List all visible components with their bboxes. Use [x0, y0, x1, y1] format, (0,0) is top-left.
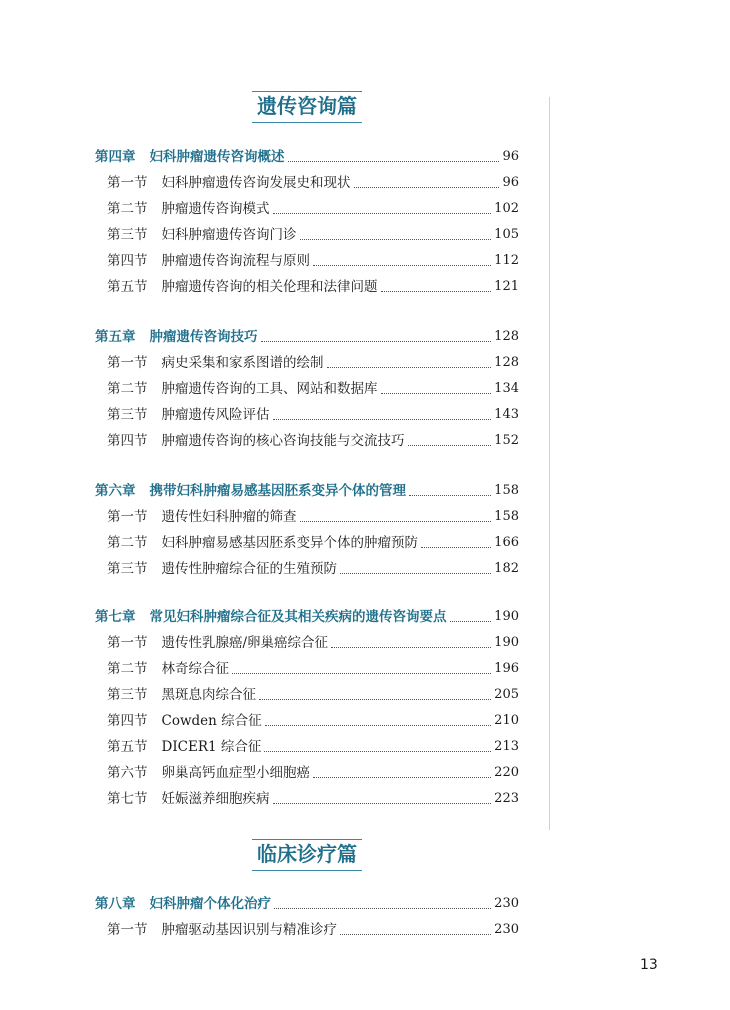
toc-section-entry[interactable]: [107, 736, 519, 758]
chapter-label: 第六章: [95, 483, 136, 499]
section-label: 第五节: [107, 279, 148, 295]
section-label: 第二节: [107, 661, 148, 677]
toc-section-entry[interactable]: [107, 710, 519, 732]
toc-chapter-entry[interactable]: [95, 893, 519, 915]
dot-leader: [450, 621, 492, 622]
dot-leader: [340, 934, 491, 935]
dot-leader: [354, 187, 500, 188]
toc-chapter-entry[interactable]: [95, 326, 519, 348]
page-ref: 128: [494, 329, 519, 344]
section-title: 黑斑息肉综合征: [161, 687, 256, 703]
section-label: 第六节: [107, 765, 148, 781]
page-number: 13: [640, 957, 658, 973]
page-ref: 152: [494, 433, 519, 448]
section-title: 遗传性乳腺癌/卵巢癌综合征: [161, 635, 329, 651]
section-title: 肿瘤遗传咨询的相关伦理和法律问题: [161, 279, 378, 295]
dot-leader: [408, 445, 492, 446]
section-title: 肿瘤遗传风险评估: [161, 407, 270, 423]
section-label: 第一节: [107, 922, 148, 938]
dot-leader: [421, 547, 491, 548]
toc-section-entry[interactable]: [107, 352, 519, 374]
toc-section-entry[interactable]: [107, 919, 519, 941]
dot-leader: [232, 673, 491, 674]
dot-leader: [261, 341, 492, 342]
chapter-title: 妇科肿瘤遗传咨询概述: [149, 149, 285, 165]
dot-leader: [274, 908, 491, 909]
toc-section-entry[interactable]: [107, 404, 519, 426]
section-label: 第一节: [107, 635, 148, 651]
chapter-title: 肿瘤遗传咨询技巧: [149, 329, 258, 345]
section-title: 妇科肿瘤遗传咨询发展史和现状: [161, 175, 351, 191]
toc-section-entry[interactable]: [107, 378, 519, 400]
chapter-label: 第七章: [95, 609, 136, 625]
page-ref: 230: [494, 896, 519, 911]
section-title: 林奇综合征: [161, 661, 229, 677]
page-ref: 96: [502, 175, 519, 190]
dot-leader: [409, 495, 491, 496]
section-label: 第三节: [107, 407, 148, 423]
dot-leader: [340, 573, 491, 574]
chapter-title: 携带妇科肿瘤易感基因胚系变异个体的管理: [149, 483, 406, 499]
page-ref: 96: [502, 149, 519, 164]
toc-chapter-entry[interactable]: [95, 480, 519, 502]
chapter-label: 第四章: [95, 149, 136, 165]
dot-leader: [313, 265, 491, 266]
dot-leader: [331, 647, 491, 648]
dot-leader: [288, 161, 500, 162]
section-label: 第一节: [107, 175, 148, 191]
toc-section-entry[interactable]: [107, 658, 519, 680]
page-ref: 182: [494, 561, 519, 576]
page-ref: 134: [494, 381, 519, 396]
toc-section-entry[interactable]: [107, 430, 519, 452]
part-title: 遗传咨询篇: [252, 92, 362, 122]
margin-rule: [549, 97, 550, 830]
section-label: 第七节: [107, 791, 148, 807]
section-label: 第二节: [107, 381, 148, 397]
page-ref: 213: [494, 739, 519, 754]
section-title: 病史采集和家系图谱的绘制: [161, 355, 324, 371]
page-ref: 166: [494, 535, 519, 550]
section-label: 第一节: [107, 355, 148, 371]
dot-leader: [273, 419, 492, 420]
section-label: 第三节: [107, 687, 148, 703]
toc-section-entry[interactable]: [107, 250, 519, 272]
dot-leader: [265, 725, 492, 726]
section-title: 妇科肿瘤易感基因胚系变异个体的肿瘤预防: [161, 535, 418, 551]
toc-section-entry[interactable]: [107, 172, 519, 194]
dot-leader: [300, 521, 492, 522]
page-ref: 158: [494, 509, 519, 524]
section-label: 第一节: [107, 509, 148, 525]
part-title: 临床诊疗篇: [252, 840, 362, 870]
toc-section-entry[interactable]: [107, 276, 519, 298]
toc-section-entry[interactable]: [107, 632, 519, 654]
dot-leader: [264, 751, 491, 752]
toc-chapter-entry[interactable]: [95, 606, 519, 628]
section-title: 肿瘤遗传咨询的核心咨询技能与交流技巧: [161, 433, 405, 449]
section-label: 第四节: [107, 253, 148, 269]
dot-leader: [273, 803, 492, 804]
dot-leader: [381, 393, 492, 394]
page-ref: 128: [494, 355, 519, 370]
section-title: 遗传性妇科肿瘤的筛查: [161, 509, 297, 525]
section-title: 卵巢高钙血症型小细胞癌: [161, 765, 310, 781]
chapter-label: 第八章: [95, 896, 136, 912]
section-title: DICER1 综合征: [161, 739, 262, 755]
section-title: 肿瘤驱动基因识别与精准诊疗: [161, 922, 337, 938]
section-label: 第二节: [107, 201, 148, 217]
page-ref: 205: [494, 687, 519, 702]
dot-leader: [327, 367, 492, 368]
toc-section-entry[interactable]: [107, 788, 519, 810]
section-title: 肿瘤遗传咨询模式: [161, 201, 270, 217]
page-ref: 196: [494, 661, 519, 676]
dot-leader: [259, 699, 491, 700]
page-ref: 190: [494, 609, 519, 624]
toc-chapter-entry[interactable]: [95, 146, 519, 168]
section-label: 第四节: [107, 433, 148, 449]
page-ref: 220: [494, 765, 519, 780]
page-ref: 223: [494, 791, 519, 806]
page-ref: 112: [494, 253, 519, 268]
section-title: Cowden 综合征: [161, 713, 262, 729]
dot-leader: [273, 213, 492, 214]
page-ref: 230: [494, 922, 519, 937]
dot-leader: [313, 777, 491, 778]
page-ref: 190: [494, 635, 519, 650]
page-ref: 102: [494, 201, 519, 216]
section-title: 妇科肿瘤遗传咨询门诊: [161, 227, 297, 243]
section-title: 肿瘤遗传咨询流程与原则: [161, 253, 310, 269]
toc-section-entry[interactable]: [107, 684, 519, 706]
section-label: 第四节: [107, 713, 148, 729]
section-label: 第五节: [107, 739, 148, 755]
toc-section-entry[interactable]: [107, 532, 519, 554]
section-title: 妊娠滋养细胞疾病: [161, 791, 270, 807]
section-label: 第三节: [107, 561, 148, 577]
chapter-title: 妇科肿瘤个体化治疗: [149, 896, 271, 912]
section-label: 第三节: [107, 227, 148, 243]
chapter-label: 第五章: [95, 329, 136, 345]
page-ref: 210: [494, 713, 519, 728]
toc-section-entry[interactable]: [107, 224, 519, 246]
toc-section-entry[interactable]: [107, 198, 519, 220]
toc-section-entry[interactable]: [107, 558, 519, 580]
toc-section-entry[interactable]: [107, 506, 519, 528]
section-title: 肿瘤遗传咨询的工具、网站和数据库: [161, 381, 378, 397]
toc-section-entry[interactable]: [107, 762, 519, 784]
section-title: 遗传性肿瘤综合征的生殖预防: [161, 561, 337, 577]
page-ref: 158: [494, 483, 519, 498]
dot-leader: [381, 291, 492, 292]
chapter-title: 常见妇科肿瘤综合征及其相关疾病的遗传咨询要点: [149, 609, 447, 625]
section-label: 第二节: [107, 535, 148, 551]
page-ref: 121: [494, 279, 519, 294]
page-ref: 143: [494, 407, 519, 422]
dot-leader: [300, 239, 492, 240]
page-ref: 105: [494, 227, 519, 242]
